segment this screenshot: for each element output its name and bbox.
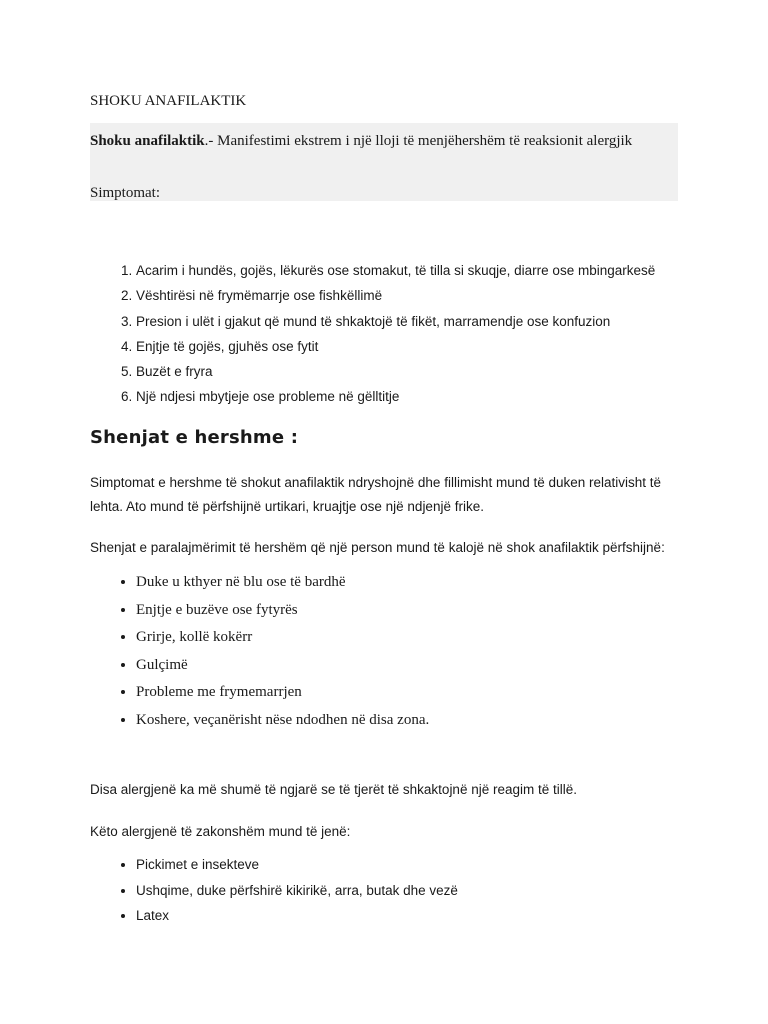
definition-text: .- Manifestimi ekstrem i një lloji të menjëhershëm të reaksionit alergjik <box>204 133 633 149</box>
list-item: 6. Një ndjesi mbytjeje ose probleme në gëlltitje <box>136 384 726 409</box>
list-item: • Probleme me frymemarrjen <box>136 679 429 707</box>
list-item: • Ushqime, duke përfshirë kikirikë, arra, butak dhe vezë <box>136 878 458 904</box>
definition-box <box>90 123 678 201</box>
warning-signs-list <box>90 569 429 734</box>
symptoms-label: Simptomat: <box>90 185 161 201</box>
list-item: • Koshere, veçanërisht nëse ndodhen në disa zona. <box>136 707 429 735</box>
allergen-paragraph: Disa alergjenë ka më shumë të ngjarë se të tjerët të shkaktojnë një reagim të tillë. <box>90 782 578 797</box>
list-item: 1. Acarim i hundës, gojës, lëkurës ose stomakut, të tilla si skuqje, diarre ose mbingarkesë <box>136 258 726 283</box>
warning-signs-paragraph: Shenjat e paralajmërimit të hershëm që një person mund të kalojë në shok anafilaktik përfshijnë: <box>90 540 665 555</box>
list-item: • Duke u kthyer në blu ose të bardhë <box>136 569 429 597</box>
list-item: • Gulçimë <box>136 652 429 680</box>
list-item: 2. Vështirësi në frymëmarrje ose fishkëllimë <box>136 283 726 308</box>
early-signs-heading: Shenjat e hershme : <box>90 427 299 448</box>
list-item: • Latex <box>136 903 458 929</box>
list-item: 3. Presion i ulët i gjakut që mund të shkaktojë të fikët, marramendje ose konfuzion <box>136 309 726 334</box>
list-item: 4. Enjtje të gojës, gjuhës ose fytit <box>136 334 726 359</box>
allergens-list <box>90 852 458 929</box>
list-item: 5. Buzët e fryra <box>136 359 726 384</box>
list-item: • Grirje, kollë kokërr <box>136 624 429 652</box>
document-title: SHOKU ANAFILAKTIK <box>90 93 247 109</box>
symptoms-list <box>90 258 726 410</box>
common-allergens-paragraph: Këto alergjenë të zakonshëm mund të jenë: <box>90 824 351 839</box>
early-signs-paragraph: Simptomat e hershme të shokut anafilaktik ndryshojnë dhe fillimisht mund të duken relativisht të lehta. Ato mund të përfshijnë urtikari, kruajtje ose një ndjenjë frike. <box>90 475 662 514</box>
definition-line <box>90 133 632 150</box>
definition-term: Shoku anafilaktik <box>90 133 205 149</box>
list-item: • Pickimet e insekteve <box>136 852 458 878</box>
list-item: • Enjtje e buzëve ose fytyrës <box>136 597 429 625</box>
